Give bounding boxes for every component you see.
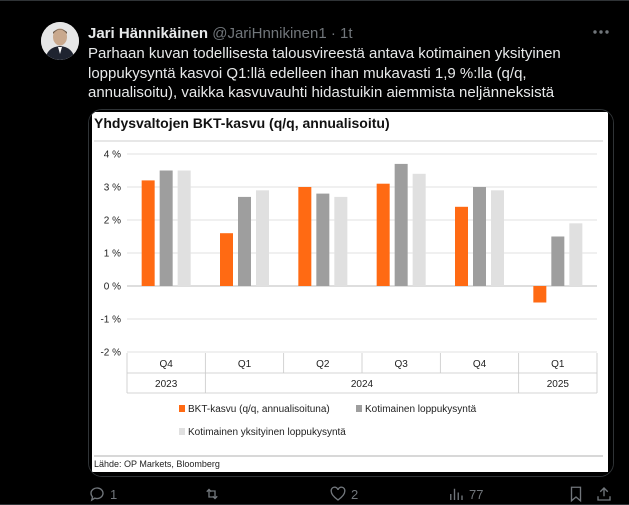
chart-bar (238, 197, 251, 286)
tweet-actions-bar (88, 484, 616, 504)
separator-dot: · (330, 25, 336, 42)
bookmark-button[interactable] (567, 484, 585, 504)
y-tick-label: 2 % (103, 215, 121, 227)
chart-bar (142, 180, 155, 286)
share-icon (595, 485, 613, 503)
x-tick-label: Q4 (472, 359, 487, 370)
chart-bar (220, 233, 233, 286)
heart-icon (329, 485, 347, 503)
chart-bar (551, 237, 564, 287)
x-tick-label: Q2 (316, 359, 330, 370)
view-count: 77 (469, 486, 484, 502)
year-label: 2025 (546, 379, 569, 390)
reply-icon (88, 485, 106, 503)
chart-bar (473, 187, 486, 286)
chart-bar (533, 286, 546, 303)
legend-swatch (179, 428, 185, 435)
legend-swatch (179, 405, 185, 412)
author-handle[interactable]: @JariHnnikinen1 (212, 25, 327, 42)
chart-bar (377, 184, 390, 286)
views-button[interactable] (447, 484, 483, 504)
like-count: 2 (351, 486, 359, 502)
avatar[interactable] (41, 22, 79, 60)
like-button[interactable] (329, 484, 358, 504)
tweet-header (88, 25, 353, 42)
tweet-media-image[interactable] (88, 109, 614, 477)
y-tick-label: 3 % (103, 182, 121, 194)
share-button[interactable] (595, 484, 613, 504)
y-tick-label: 1 % (103, 248, 121, 260)
legend-label: Kotimainen loppukysyntä (365, 404, 477, 415)
views-icon (447, 485, 465, 503)
chart-source: Lähde: OP Markets, Bloomberg (94, 459, 220, 469)
y-tick-label: 0 % (103, 281, 121, 293)
chart-bar (178, 171, 191, 287)
tweet-time[interactable]: 1t (340, 25, 353, 42)
repost-icon (203, 485, 221, 503)
gdp-growth-chart (89, 110, 613, 476)
legend-label: Kotimainen yksityinen loppukysyntä (188, 427, 346, 438)
chart-bar (455, 207, 468, 286)
x-tick-label: Q1 (237, 359, 252, 370)
bookmark-icon (567, 485, 585, 503)
y-tick-label: 4 % (103, 149, 121, 161)
chart-bar (569, 223, 582, 286)
profile-photo-icon (41, 22, 79, 60)
top-divider (0, 0, 629, 1)
reply-button[interactable] (88, 484, 117, 504)
reply-count: 1 (110, 486, 118, 502)
author-name[interactable]: Jari Hännikäinen (88, 25, 209, 42)
chart-title: Yhdysvaltojen BKT-kasvu (q/q, annualisoitu) (94, 115, 390, 131)
y-tick-label: -2 % (100, 347, 121, 359)
legend-swatch (356, 405, 362, 412)
more-dots-icon (591, 22, 611, 42)
chart-bar (316, 194, 329, 286)
x-tick-label: Q4 (159, 359, 173, 370)
chart-bar (491, 190, 504, 286)
chart-background (92, 112, 608, 472)
year-label: 2024 (350, 379, 374, 390)
year-label: 2023 (155, 379, 178, 390)
y-tick-label: -1 % (100, 314, 121, 326)
x-tick-label: Q1 (551, 359, 565, 370)
chart-bar (298, 187, 311, 286)
chart-bar (256, 190, 269, 286)
repost-button[interactable] (203, 484, 225, 504)
legend-label: BKT-kasvu (q/q, annualisoituna) (188, 404, 330, 415)
tweet-text: Parhaan kuvan todellisesta talousvireestä antava kotimainen yksityinen loppukysyntä kasvoi Q1:llä edelleen ihan mukavasti 1,9 %:lla (q/q, annualisoitu), vaikka kasvuvauhti hidastuikin aiemmista neljänneksistä (88, 45, 561, 101)
x-tick-label: Q3 (394, 359, 408, 370)
more-options-button[interactable] (589, 22, 613, 42)
chart-bar (395, 164, 408, 286)
chart-bar (334, 197, 347, 286)
chart-bar (413, 174, 426, 286)
chart-bar (160, 171, 173, 287)
